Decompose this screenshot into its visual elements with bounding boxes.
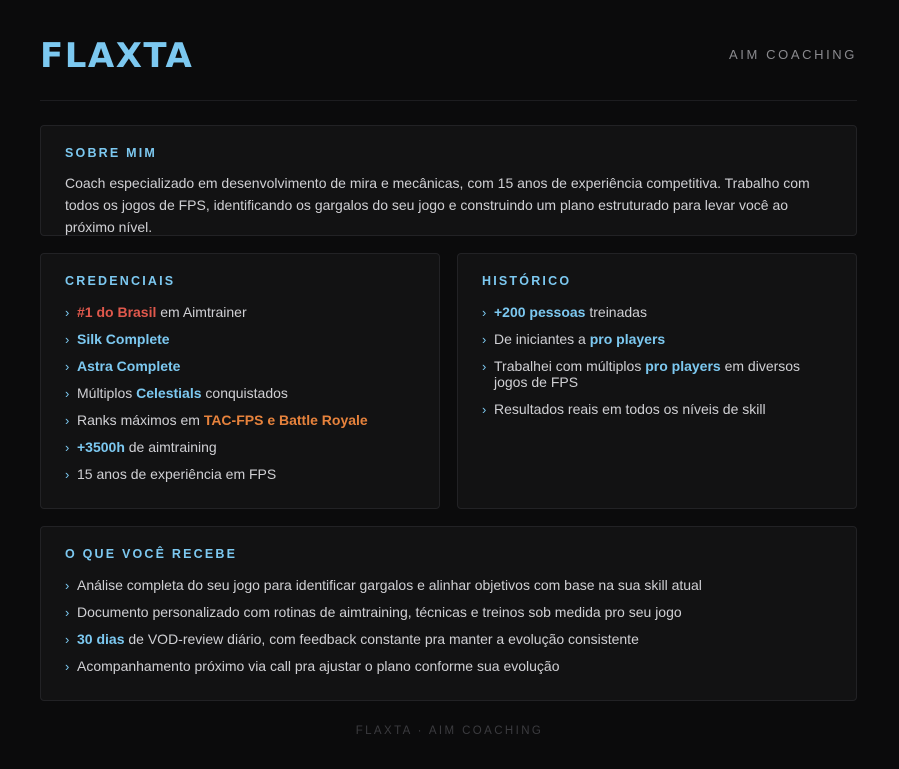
about-text: Coach especializado em desenvolvimento de mira e mecânicas, com 15 anos de experiência competitiva. Trabalho com todos os jogos de FPS, identificando os gargalos do seu jogo e construindo um plano estruturado para levar você ao próximo nível. bbox=[65, 175, 810, 235]
header bbox=[40, 0, 857, 101]
about-title: SOBRE MIM bbox=[65, 146, 158, 160]
list-item bbox=[65, 604, 832, 620]
list-item-text: De iniciantes a bbox=[494, 331, 590, 347]
highlight-text: TAC-FPS e Battle Royale bbox=[203, 412, 368, 428]
list-item bbox=[482, 331, 832, 347]
offer-title: O QUE VOCÊ RECEBE bbox=[65, 547, 238, 561]
highlight-text: Celestials bbox=[136, 385, 202, 401]
list-item-text: Análise completa do seu jogo para identificar gargalos e alinhar objetivos com base na sua skill atual bbox=[77, 577, 702, 593]
list-item bbox=[65, 577, 832, 593]
chevron-right-icon: › bbox=[65, 467, 70, 482]
list-item bbox=[65, 331, 415, 347]
about-card bbox=[40, 125, 857, 236]
credentials-title: CREDENCIAIS bbox=[65, 274, 176, 288]
tagline: AIM COACHING bbox=[729, 47, 857, 62]
chevron-right-icon: › bbox=[65, 305, 70, 320]
chevron-right-icon: › bbox=[65, 578, 70, 593]
history-card bbox=[457, 253, 857, 509]
list-item bbox=[65, 658, 832, 674]
list-item-text: 15 anos de experiência em FPS bbox=[77, 466, 277, 482]
list-item bbox=[65, 385, 415, 401]
list-item-text: Trabalhei com múltiplos bbox=[494, 358, 646, 374]
list-item bbox=[65, 631, 832, 647]
highlight-text: 30 dias bbox=[77, 631, 125, 647]
list-item bbox=[65, 358, 415, 374]
list-item bbox=[65, 304, 415, 320]
chevron-right-icon: › bbox=[482, 332, 487, 347]
chevron-right-icon: › bbox=[65, 359, 70, 374]
logo: FLAXTA bbox=[40, 36, 194, 76]
list-item-text: de aimtraining bbox=[124, 439, 217, 455]
list-item bbox=[65, 412, 415, 428]
list-item-text: Documento personalizado com rotinas de aimtraining, técnicas e treinos sob medida pro seu jogo bbox=[77, 604, 682, 620]
list-item bbox=[65, 466, 415, 482]
chevron-right-icon: › bbox=[65, 332, 70, 347]
list-item-text: Ranks máximos em bbox=[77, 412, 204, 428]
chevron-right-icon: › bbox=[482, 305, 487, 320]
highlight-text: +200 pessoas bbox=[494, 304, 586, 320]
list-item-text: Acompanhamento próximo via call pra ajustar o plano conforme sua evolução bbox=[77, 658, 560, 674]
list-item-text: em diversos jogos de FPS bbox=[494, 358, 801, 390]
list-item-text: Resultados reais em todos os níveis de skill bbox=[494, 401, 766, 417]
chevron-right-icon: › bbox=[65, 632, 70, 647]
chevron-right-icon: › bbox=[65, 440, 70, 455]
highlight-text: Silk Complete bbox=[77, 331, 170, 347]
list-item-text: Múltiplos bbox=[77, 385, 137, 401]
list-item bbox=[65, 439, 415, 455]
highlight-text: #1 do Brasil bbox=[77, 304, 157, 320]
chevron-right-icon: › bbox=[65, 386, 70, 401]
highlight-text: pro players bbox=[589, 331, 666, 347]
list-item-text: treinadas bbox=[585, 304, 647, 320]
list-item bbox=[482, 358, 832, 390]
chevron-right-icon: › bbox=[65, 413, 70, 428]
list-item bbox=[482, 304, 832, 320]
highlight-text: pro players bbox=[645, 358, 721, 374]
list-item-text: conquistados bbox=[201, 385, 288, 401]
history-title: HISTÓRICO bbox=[482, 274, 572, 288]
chevron-right-icon: › bbox=[65, 659, 70, 674]
highlight-text: +3500h bbox=[77, 439, 125, 455]
highlight-text: Astra Complete bbox=[77, 358, 181, 374]
footer: FLAXTA · AIM COACHING bbox=[355, 725, 544, 737]
chevron-right-icon: › bbox=[482, 402, 487, 417]
chevron-right-icon: › bbox=[65, 605, 70, 620]
offer-card bbox=[40, 526, 857, 701]
credentials-card bbox=[40, 253, 440, 509]
list-item bbox=[482, 401, 832, 417]
list-item-text: em Aimtrainer bbox=[156, 304, 247, 320]
chevron-right-icon: › bbox=[482, 359, 487, 374]
list-item-text: de VOD-review diário, com feedback constante pra manter a evolução consistente bbox=[124, 631, 639, 647]
